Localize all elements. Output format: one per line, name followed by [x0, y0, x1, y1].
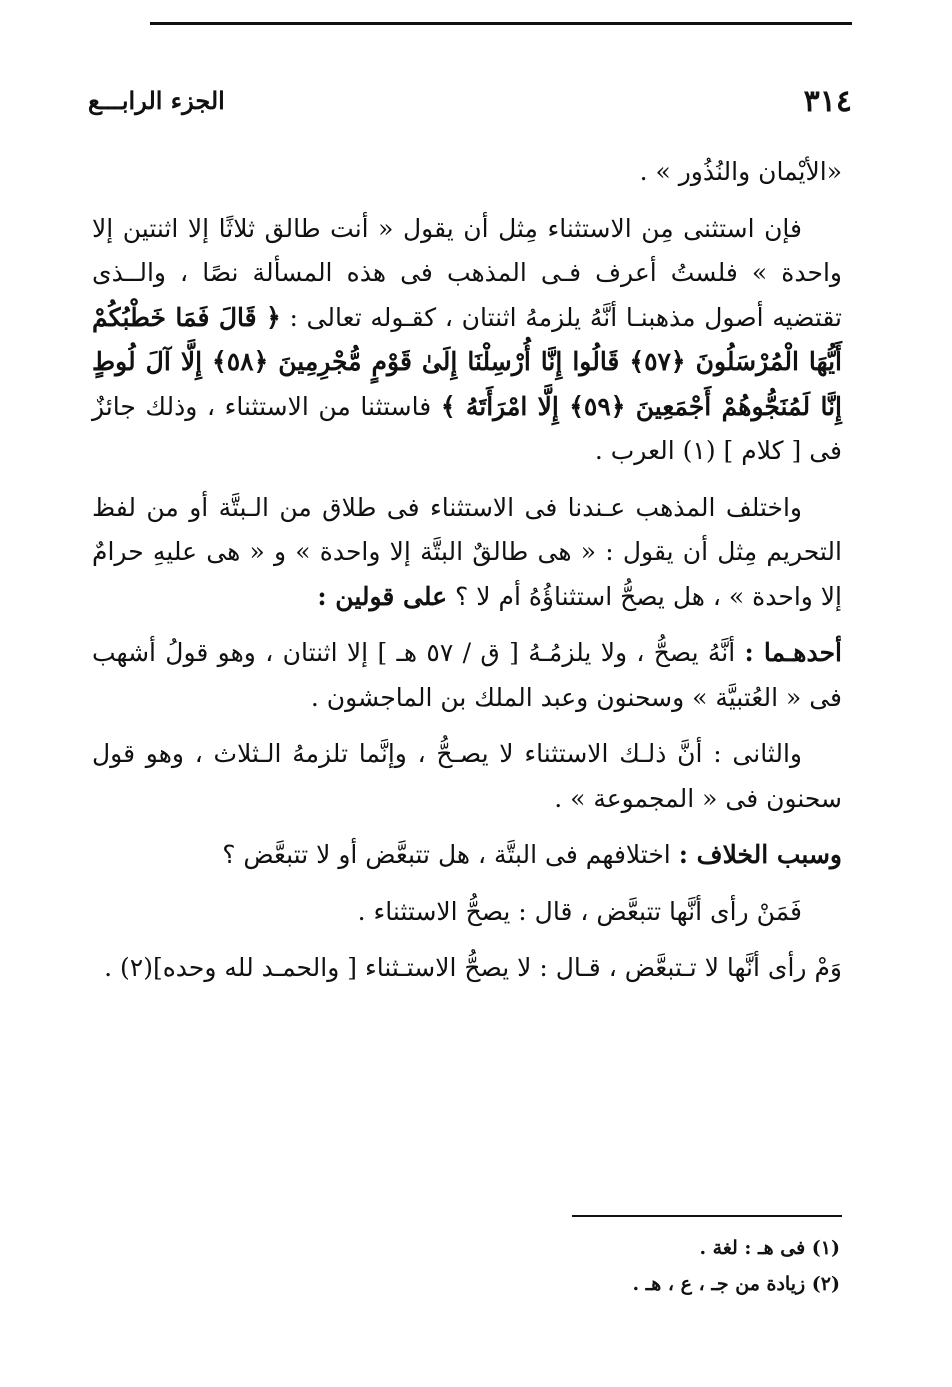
running-title: الجزء الرابـــع: [88, 86, 225, 115]
paragraph-cause-of-disagreement: [92, 833, 842, 878]
paragraph-text: اختلافهم فى البتَّة ، هل تتبعَّض أو لا تتبعَّض ؟: [222, 840, 671, 869]
bold-phrase: وسبب الخلاف :: [678, 840, 842, 869]
footnote-rule: [572, 1215, 842, 1217]
paragraph-indivisible-view: وَمْ رأى أنَّها لا تـتبعَّض ، قـال : لا يصحُّ الاستـثناء [ والحمـد لله وحده](٢) .: [104, 953, 842, 982]
page-header: [88, 84, 852, 124]
paragraph-nested-exception: [92, 207, 842, 474]
paragraph-continuation: «الأيْمان والنُذُور » .: [639, 157, 842, 186]
bold-phrase: على قولين :: [317, 581, 448, 611]
footnote: (١) فى هـ : لغة .: [699, 1237, 840, 1259]
paragraph-text: واختلف المذهب عـندنا فى الاستثناء فى طلاق من الـبتَّة أو من لفظ التحريم مِثل أن يقول : « هى طالقٌ البتَّة إلا واحدة » و « هى عليهِ حرامٌ إلا واحدة » ، هل يصحُّ استثناؤُهُ أم لا ؟: [92, 492, 842, 611]
page-number: ٣١٤: [803, 84, 852, 119]
paragraph-second-opinion: والثانى : أنَّ ذلـك الاستثناء لا يصـحُّ ، وإنَّما تلزمهُ الـثلاث ، وهو قول سحنون فى « المجموعة » .: [92, 739, 842, 813]
paragraph-text: فاستثنا من الاستثناء ، وذلك جائزٌ فى [ كلام ] (١) العرب .: [92, 391, 842, 465]
paragraph-divisible-view: فَمَنْ رأى أنَّها تتبعَّض ، قال : يصحُّ الاستثناء .: [357, 896, 802, 926]
footnote: (٢) زيادة من جـ ، ع ، هـ .: [632, 1273, 840, 1295]
paragraph-disagreement: [92, 486, 842, 620]
footnotes: [92, 1230, 840, 1302]
header-rule: [150, 22, 852, 25]
quran-verse: ﴿ قَالَ فَمَا خَطْبُكُمْ أَيُّهَا الْمُرْسَلُونَ ﴿٥٧﴾ قَالُوا إِنَّا أُرْسِلْنَا إِلَىٰ قَوْمٍ مُّجْرِمِينَ ﴿٥٨﴾ إِلَّا آلَ لُوطٍ إِنَّا لَمُنَجُّوهُمْ أَجْمَعِينَ ﴿٥٩﴾ إِلَّا امْرَأَتَهُ ﴾: [92, 302, 843, 421]
bold-phrase: أحدهـما :: [744, 638, 842, 667]
page-body: [92, 150, 842, 1003]
paragraph-text: فإن استثنى مِن الاستثناء مِثل أن يقول « أنت طالق ثلاثًا إلا اثنتين إلا واحدة » فلستُ أعرف فـى المذهب فى هذه المسألة نصًا ، والــذى تقتضيه أصول مذهبنـا أنَّهُ يلزمهُ اثنتان ، كقـوله تعالى :: [92, 213, 842, 332]
paragraph-first-opinion: [92, 631, 842, 720]
paragraph-text: أنَّهُ يصحُّ ، ولا يلزمُـهُ [ ق / ٥٧ هـ ] إلا اثنتان ، وهو قولُ أشهب فى « العُتبيَّة » وسحنون وعبد الملك بن الماجشون .: [92, 638, 842, 712]
